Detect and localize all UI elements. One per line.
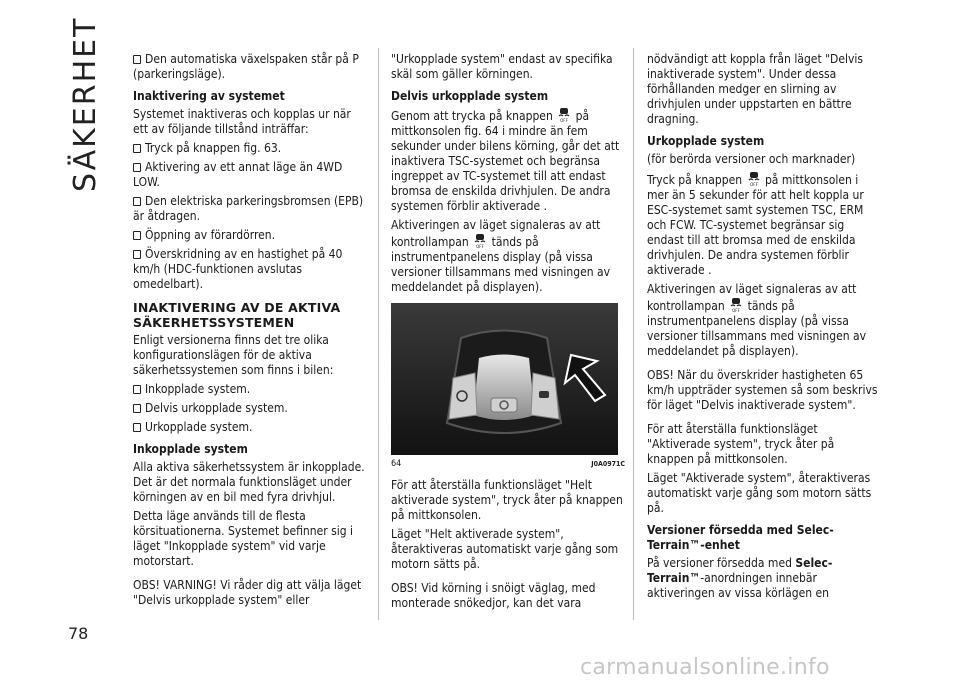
bullet-icon xyxy=(133,404,141,413)
paragraph: Detta läge används till de flesta körsituationerna. Systemet befinner sig i läget "Inkopplade system" vid varje motorstart. xyxy=(133,509,354,568)
paragraph: Aktiveringen av läget signaleras av att kontrollampan OFF tänds på instrumentpanelens display (på vissa versioner tillsammans med visningen av meddelandet på displayen). xyxy=(391,218,610,294)
figure-code: J0A0971C xyxy=(591,460,625,468)
column-divider xyxy=(378,48,379,620)
bullet-item: Urkopplade system. xyxy=(133,420,367,435)
section-heading: INAKTIVERING AV DE AKTIVA SÄKERHETSSYSTEMEN xyxy=(133,300,341,330)
bullet-item: Tryck på knappen fig. 63. xyxy=(133,141,367,156)
paragraph: Alla aktiva säkerhetssystem är inkopplade. Det är det normala funktionsläget under körningen av en bil med fyra drivhjul. xyxy=(133,460,365,504)
svg-text:OFF: OFF xyxy=(476,244,485,249)
figure-caption xyxy=(391,457,625,472)
paragraph: Aktiveringen av läget signaleras av att kontrollampan OFF tänds på instrumentpanelens display (på vissa versioner tillsammans med visningen av meddelandet på displayen). xyxy=(647,282,866,358)
bullet-item: Öppning av förardörren. xyxy=(133,228,367,243)
paragraph: "Urkopplade system" endast av specifika skäl som gäller körningen. xyxy=(391,52,613,81)
bullet-icon xyxy=(133,385,141,394)
paragraph: Enligt versionerna finns det tre olika konfigurationslägen för de aktiva säkerhetssystemen som finns i bilen: xyxy=(133,333,334,377)
bullet-item: Den elektriska parkeringsbromsen (EPB) är åtdragen. xyxy=(133,194,364,223)
paragraph: Tryck på knappen OFF på mittkonsolen i mer än 5 sekunder för att helt koppla ur ESC-systemet samt systemen TSC, ERM och FCW. TC-systemet begränsar sig endast till att bromsa med de enskilda drivhjulen. De andra systemen förblir aktiverade . xyxy=(647,173,864,277)
paragraph: (för berörda versioner och marknader) xyxy=(647,152,856,166)
column-2 xyxy=(391,52,625,615)
esc-off-warning-icon xyxy=(730,297,742,313)
column-1 xyxy=(133,52,367,612)
svg-text:OFF: OFF xyxy=(732,308,741,313)
paragraph: På versioner försedda med Selec-Terrain™-anordningen innebär aktiveringen av vissa körlägen en xyxy=(647,556,833,600)
bullet-icon xyxy=(133,55,141,64)
paragraph: För att återställa funktionsläget "Helt aktiverade system", tryck åter på knappen på mittkonsolen. xyxy=(391,478,623,522)
bullet-icon xyxy=(133,423,141,432)
bullet-icon xyxy=(133,197,141,206)
bullet-icon xyxy=(133,231,141,240)
paragraph: OBS! När du överskrider hastigheten 65 km/h uppträder systemen så som beskrivs för läget "Delvis inaktiverade system". xyxy=(647,368,878,412)
bullet-icon xyxy=(133,250,141,259)
watermark: carmanualsonline.info xyxy=(580,655,830,680)
esc-off-icon xyxy=(748,171,760,187)
paragraph: Läget "Helt aktiverade system", återaktiveras automatiskt varje gång som motorn sätts på. xyxy=(391,527,619,571)
paragraph: OBS! VARNING! Vi råder dig att välja läget "Delvis urkopplade system" eller xyxy=(133,578,362,607)
svg-text:OFF: OFF xyxy=(749,182,758,187)
subheading: Delvis urkopplade system xyxy=(391,89,549,103)
subheading: Versioner försedda med Selec-Terrain™-enhet xyxy=(647,523,834,552)
bullet-item: Delvis urkopplade system. xyxy=(133,401,367,416)
figure-number: 64 xyxy=(391,459,402,469)
subheading: Inkopplade system xyxy=(133,442,248,456)
paragraph: Läget "Aktiverade system", återaktiveras automatiskt varje gång som motorn sätts på. xyxy=(647,471,872,515)
column-3 xyxy=(647,52,881,605)
paragraph: För att återställa funktionsläget "Aktiverade system", tryck åter på knappen på mittkonsolen. xyxy=(647,422,835,466)
bullet-icon xyxy=(133,144,141,153)
bullet-item: Aktivering av ett annat läge än 4WD LOW. xyxy=(133,160,343,189)
bullet-item: Inkopplade system. xyxy=(133,382,367,397)
section-title: SÄKERHET xyxy=(68,16,103,192)
subheading: Urkopplade system xyxy=(647,134,765,148)
column-divider xyxy=(633,48,634,620)
paragraph: nödvändigt att koppla från läget "Delvis inaktiverade system". Under dessa förhållanden medger en slirning av drivhjulen under uppstarten en bättre dragning. xyxy=(647,52,864,126)
esc-off-icon xyxy=(558,107,570,123)
bullet-item: Den automatiska växelspaken står på P (parkeringsläge). xyxy=(133,52,359,81)
console-photo xyxy=(391,303,618,455)
subheading: Inaktivering av systemet xyxy=(133,89,285,103)
page-number: 78 xyxy=(68,624,89,643)
console-illustration xyxy=(391,303,618,455)
bullet-item: Överskridning av en hastighet på 40 km/h (HDC-funktionen avslutas omedelbart). xyxy=(133,247,343,291)
bullet-icon xyxy=(133,163,141,172)
paragraph: Systemet inaktiveras och kopplas ur när ett av följande tillstånd inträffar: xyxy=(133,107,351,136)
paragraph: Genom att trycka på knappen OFF på mittkonsolen fig. 64 i mindre än fem sekunder under bilens körning, går det att inaktivera TSC-systemet och begränsa ingreppet av TC-systemet till att endast bromsa de enskilda drivhjulen. De andra systemen förblir aktiverade . xyxy=(391,109,620,213)
paragraph: OBS! Vid körning i snöigt väglag, med monterade snökedjor, kan det vara xyxy=(391,581,596,610)
svg-text:OFF: OFF xyxy=(560,118,569,123)
esc-off-warning-icon xyxy=(474,233,486,249)
